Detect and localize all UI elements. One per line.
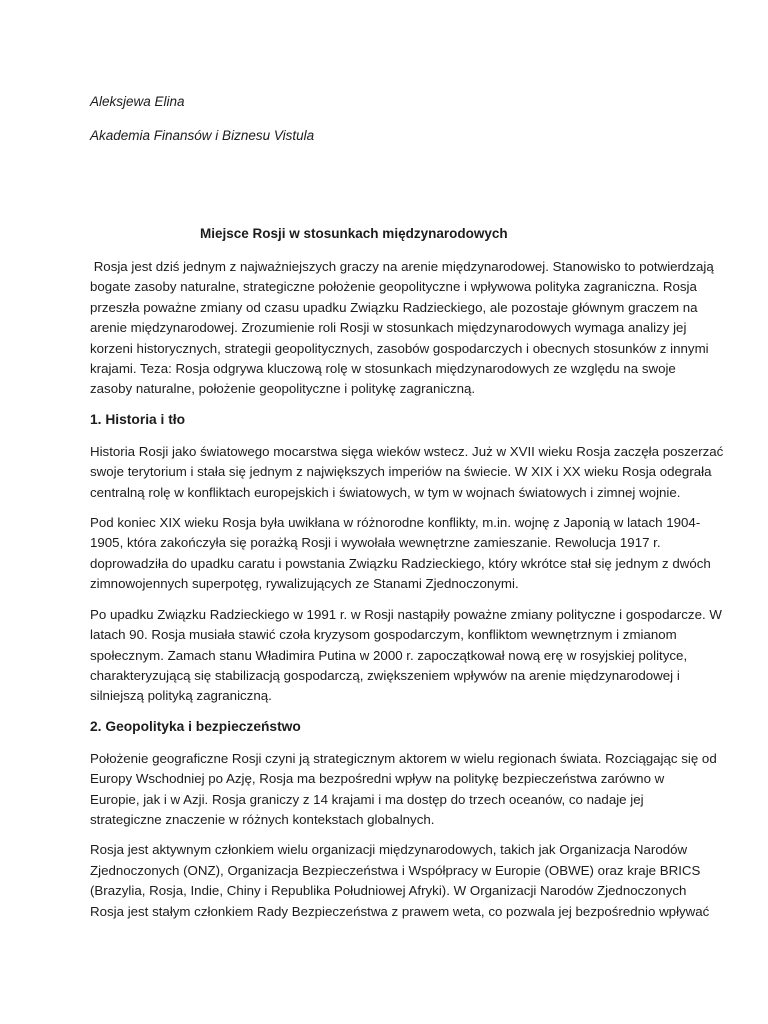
text-line: korzeni historycznych, strategii geopolitycznych, zasobów gospodarczych i obecnych stosunków z innymi bbox=[90, 340, 709, 356]
history-paragraph-2 bbox=[90, 513, 711, 595]
text-line: Rosja jest dziś jednym z najważniejszych graczy na arenie międzynarodowej. Stanowisko to potwierdzają bbox=[90, 259, 714, 274]
text-line: charakteryzującą się stabilizacją gospodarczą, zwiększeniem wpływów na arenie międzynarodowej i bbox=[90, 667, 680, 683]
text-line: arenie międzynarodowej. Zrozumienie roli Rosji w stosunkach międzynarodowych wymaga analizy jej bbox=[90, 320, 687, 336]
geopolitics-paragraph-2 bbox=[90, 840, 710, 922]
section-heading-geopolitics: 2. Geopolityka i bezpieczeństwo bbox=[90, 718, 301, 734]
author-affiliation: Akademia Finansów i Biznesu Vistula bbox=[90, 128, 315, 143]
text-line: silniejszą polityką zagraniczną. bbox=[90, 688, 272, 704]
text-line: zasoby naturalne, położenie geopolityczne i politykę zagraniczną. bbox=[90, 381, 476, 397]
document-body bbox=[90, 257, 724, 932]
geopolitics-paragraph-1 bbox=[90, 749, 717, 831]
history-paragraph-1 bbox=[90, 442, 724, 503]
text-line: bogate zasoby naturalne, strategiczne położenie geopolityczne i wpływowa polityka zagraniczna. Rosja bbox=[90, 279, 697, 295]
text-line: zimnowojennych superpotęg, rywalizujących ze Stanami Zjednoczonymi. bbox=[90, 576, 519, 592]
text-line: Pod koniec XIX wieku Rosja była uwikłana w różnorodne konflikty, m.in. wojnę z Japonią w latach 1904- bbox=[90, 515, 701, 531]
text-line: 1905, która zakończyła się porażką Rosji i wywołała wewnętrzne zamieszanie. Rewolucja 1917 r. bbox=[90, 535, 661, 551]
text-line: latach 90. Rosja musiała stawić czoła kryzysom gospodarczym, konfliktom wewnętrznym i zmianom bbox=[90, 627, 677, 643]
text-line: Rosja jest stałym członkiem Rady Bezpieczeństwa z prawem weta, co pozwala jej bezpośrednio wpływać bbox=[90, 903, 710, 919]
text-line: doprowadziła do upadku caratu i powstania Związku Radzieckiego, który wkrótce stał się jednym z dwóch bbox=[90, 555, 711, 571]
text-line: centralną rolę w konfliktach europejskich i światowych, w tym w wojnach światowych i zimnej wojnie. bbox=[90, 484, 681, 500]
text-line: Rosja jest aktywnym członkiem wielu organizacji międzynarodowych, takich jak Organizacja Narodów bbox=[90, 842, 688, 858]
intro-paragraph bbox=[90, 257, 714, 400]
text-line: Europie, jak i w Azji. Rosja graniczy z 14 krajami i ma dostęp do trzech oceanów, co nadaje jej bbox=[90, 791, 644, 807]
text-line: Po upadku Związku Radzieckiego w 1991 r. w Rosji nastąpiły poważne zmiany polityczne i gospodarcze. W bbox=[90, 606, 722, 622]
section-heading-history: 1. Historia i tło bbox=[90, 411, 186, 427]
text-line: Położenie geograficzne Rosji czyni ją strategicznym aktorem w wielu regionach świata. Rozciągając się od bbox=[90, 750, 717, 766]
text-line: Zjednoczonych (ONZ), Organizacja Bezpieczeństwa i Współpracy w Europie (OBWE) oraz kraje BRICS bbox=[90, 862, 701, 878]
history-paragraph-3 bbox=[90, 605, 722, 707]
text-line: strategiczne znaczenie w różnych kontekstach globalnych. bbox=[90, 811, 435, 827]
author-name: Aleksjewa Elina bbox=[90, 94, 185, 109]
text-line: społecznym. Zamach stanu Władimira Putina w 2000 r. zapoczątkował nową erę w rosyjskiej polityce, bbox=[90, 647, 688, 663]
text-line: krajami. Teza: Rosja odgrywa kluczową rolę w stosunkach międzynarodowych ze względu na swoje bbox=[90, 361, 676, 377]
text-line: Historia Rosji jako światowego mocarstwa sięga wieków wstecz. Już w XVII wieku Rosja zaczęła poszerzać bbox=[90, 443, 724, 459]
text-line: Europy Wschodniej po Azję, Rosja ma bezpośredni wpływ na politykę bezpieczeństwa zarówno w bbox=[90, 771, 665, 787]
document-title: Miejsce Rosji w stosunkach międzynarodowych bbox=[200, 226, 508, 241]
text-line: (Brazylia, Rosja, Indie, Chiny i Republika Południowej Afryki). W Organizacji Narodów Zjednoczonych bbox=[90, 883, 687, 899]
text-line: przeszła poważne zmiany od czasu upadku Związku Radzieckiego, ale pozostaje głównym graczem na bbox=[90, 299, 698, 315]
text-line: swoje terytorium i stała się jednym z największych imperiów na świecie. W XIX i XX wieku Rosja odegrała bbox=[90, 464, 712, 480]
